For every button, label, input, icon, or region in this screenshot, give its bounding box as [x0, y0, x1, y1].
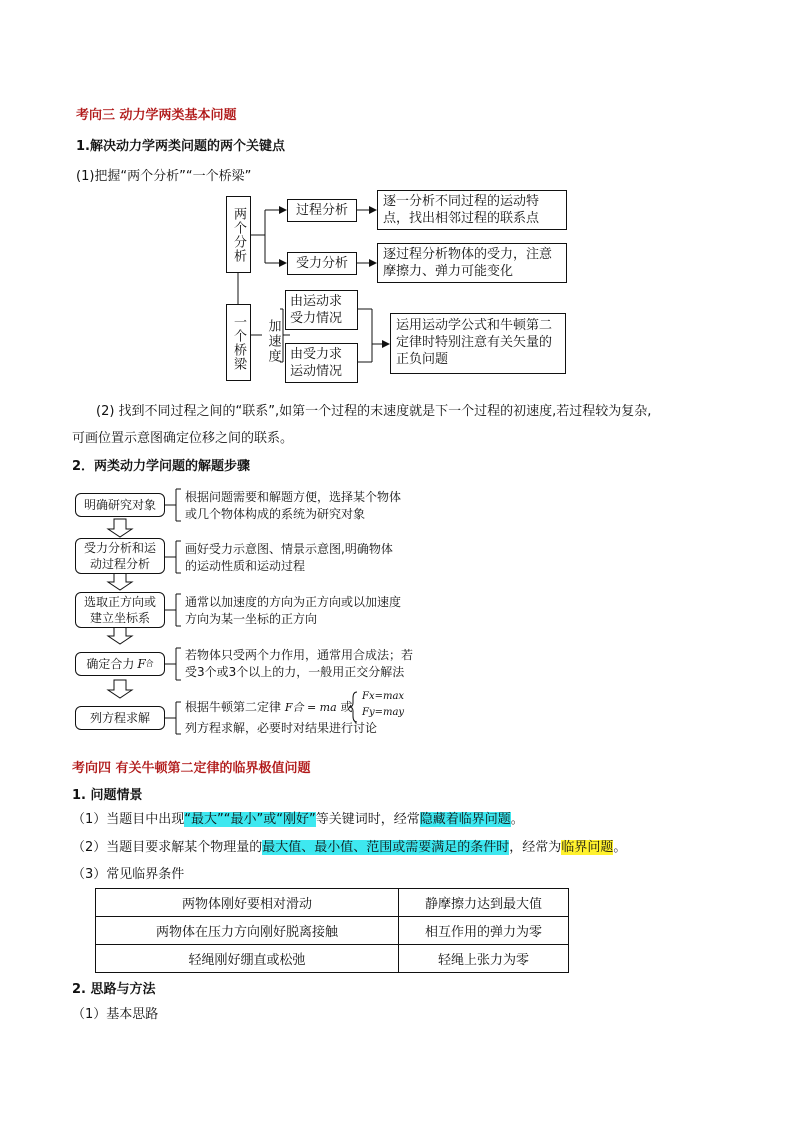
step5-formula: F合 = ma — [284, 701, 337, 714]
section4-title: 考向四 有关牛顿第二定律的临界极值问题 — [72, 761, 311, 776]
table-cell: 两物体在压力方向刚好脱离接触 — [96, 917, 399, 945]
process-analysis-box: 过程分析 — [287, 199, 357, 222]
step2-text-line2: 的运动性质和运动过程 — [185, 559, 306, 573]
section4-p1 — [72, 808, 524, 827]
step5-fx: Fx=max — [362, 691, 405, 702]
p2-highlight-critical: 临界问题 — [561, 840, 614, 855]
table-row — [96, 945, 569, 973]
motion-to-force-box: 由运动求受力情况 — [285, 290, 358, 330]
force-analysis-box: 受力分析 — [287, 252, 357, 275]
step1-box: 明确研究对象 — [75, 493, 165, 517]
force-desc-box: 逐过程分析物体的受力，注意摩擦力、弹力可能变化 — [377, 243, 567, 283]
p2-text-c: 。 — [613, 840, 627, 855]
table-cell: 轻绳刚好绷直或松弛 — [96, 945, 399, 973]
table-cell: 静摩擦力达到最大值 — [399, 889, 569, 917]
step3-text-line2: 方向为某一坐标的正方向 — [185, 612, 318, 626]
acceleration-label: 加速度 — [265, 318, 281, 364]
step4-box — [75, 652, 165, 676]
table-cell: 轻绳上张力为零 — [399, 945, 569, 973]
step3-box: 选取正方向或建立坐标系 — [75, 592, 165, 628]
step2-box: 受力分析和运动过程分析 — [75, 538, 165, 574]
step4-label: 确定合力 — [86, 657, 135, 671]
step5-fy: Fy=may — [362, 707, 405, 718]
section3-title: 考向三 动力学两类基本问题 — [76, 108, 237, 123]
process-desc-box: 逐一分析不同过程的运动特点，找出相邻过程的联系点 — [377, 190, 567, 230]
p2-text-b: ，经常为 — [509, 840, 562, 855]
section3-item1: (1)把握“两个分析”“一个桥梁” — [76, 169, 252, 184]
section4-heading2: 2. 思路与方法 — [72, 982, 156, 997]
one-bridge-label: 一个桥梁 — [231, 314, 246, 371]
p2-highlight-conditions: 最大值、最小值、范围或需要满足的条件时 — [262, 840, 510, 855]
force-to-motion-box: 由受力求运动情况 — [285, 343, 358, 383]
step3-text-line1: 通常以加速度的方向为正方向或以加速度 — [185, 595, 402, 609]
step1-text-line2: 或几个物体构成的系统为研究对象 — [185, 507, 366, 521]
section4-p3: （3）常见临界条件 — [72, 867, 185, 882]
p1-text-c: 。 — [510, 812, 524, 827]
p1-text-b: 等关键词时，经常 — [315, 812, 420, 827]
step5-text-line1 — [185, 699, 353, 716]
section4-p2 — [72, 836, 626, 855]
table-row — [96, 889, 569, 917]
section3-item2-line2: 可画位置示意图确定位移之间的联系。 — [72, 431, 294, 446]
p1-highlight-critical: 隐藏着临界问题 — [419, 812, 511, 827]
step1-text-line1: 根据问题需要和解题方便，选择某个物体 — [185, 490, 402, 504]
step4-symbol: F — [137, 657, 146, 671]
section4-heading1: 1. 问题情景 — [72, 788, 143, 803]
step2-text-line1: 画好受力示意图、情景示意图,明确物体 — [185, 542, 393, 556]
section3-item2-line1: (2) 找到不同过程之间的“联系”,如第一个过程的末速度就是下一个过程的初速度,若过程较为复杂, — [96, 404, 652, 419]
step4-subscript: 合 — [145, 659, 154, 668]
bridge-desc-box: 运用运动学公式和牛顿第二定律时特别注意有关矢量的正负问题 — [390, 313, 566, 374]
section4-p4: （1）基本思路 — [72, 1007, 159, 1022]
p1-text-a: （1）当题目中出现 — [72, 812, 185, 827]
step4-text-line2: 受3个或3个以上的力，一般用正交分解法 — [185, 665, 405, 679]
p2-text-a: （2）当题目要求解某个物理量的 — [72, 840, 263, 855]
table-row — [96, 917, 569, 945]
two-analyses-label: 两个分析 — [231, 206, 246, 263]
step5-text-line2: 列方程求解，必要时对结果进行讨论 — [185, 721, 378, 735]
section3-heading2: 2．两类动力学问题的解题步骤 — [72, 459, 251, 474]
p1-highlight-keywords: “最大”“最小”或“刚好” — [184, 812, 316, 827]
table-cell: 两物体刚好要相对滑动 — [96, 889, 399, 917]
step5-text-a: 根据牛顿第二定律 — [185, 700, 282, 714]
step5-box: 列方程求解 — [75, 706, 165, 730]
table-cell: 相互作用的弹力为零 — [399, 917, 569, 945]
step4-text-line1: 若物体只受两个力作用，通常用合成法；若 — [185, 648, 414, 662]
step5-text-b: 或 — [340, 700, 353, 714]
section3-heading1: 1.解决动力学两类问题的两个关键点 — [76, 139, 285, 154]
critical-conditions-table — [95, 888, 569, 973]
